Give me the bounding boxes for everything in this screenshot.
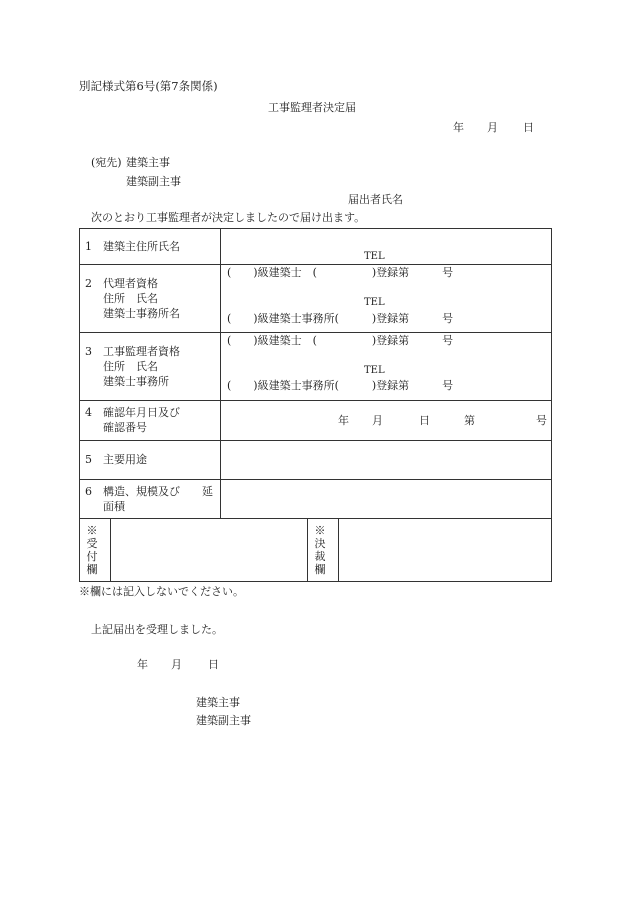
- official-line1: 建築主事: [196, 696, 240, 709]
- form-number: 別記様式第6号(第7条関係): [79, 79, 218, 93]
- addressee-line2: 建築副主事: [126, 175, 181, 188]
- accepted-text: 上記届出を受理しました。: [91, 623, 223, 636]
- supervisor-label-office: 建築士事務所: [103, 375, 169, 388]
- date-header-month: 月: [487, 121, 498, 134]
- confirmation-label-number: 確認番号: [103, 421, 147, 434]
- supervisor-tel-label: TEL: [364, 365, 385, 376]
- structure-label-1: 6 構造、規模及び 延: [85, 485, 213, 498]
- owner-label: 1 建築主住所氏名: [85, 240, 180, 253]
- confirmation-go: 号: [536, 414, 547, 427]
- structure-label-2: 面積: [103, 500, 125, 513]
- date-header-day: 日: [523, 121, 534, 134]
- official-line2: 建築副主事: [196, 714, 251, 727]
- agent-label-office: 建築士事務所名: [103, 307, 180, 320]
- applicant-name-label: 届出者氏名: [348, 193, 403, 206]
- agent-tel-label: TEL: [364, 297, 385, 308]
- supervisor-architect-line: ( )級建築士 ( )登録第 号: [227, 334, 454, 347]
- supervisor-label-qualification: 3 工事監理者資格: [85, 345, 180, 358]
- confirmation-day: 日: [419, 414, 430, 427]
- date-footer-day: 日: [208, 658, 219, 671]
- reception-column-label: ※受付欄: [86, 524, 98, 576]
- date-footer-year: 年: [137, 658, 148, 671]
- decision-column-label: ※決裁欄: [314, 524, 326, 576]
- owner-tel-label: TEL: [364, 251, 385, 262]
- agent-label-address-name: 住所 氏名: [103, 292, 158, 305]
- confirmation-month: 月: [372, 414, 383, 427]
- confirmation-label-date: 4 確認年月日及び: [85, 406, 180, 419]
- agent-label-qualification: 2 代理者資格: [85, 277, 158, 290]
- form-title: 工事監理者決定届: [268, 101, 356, 114]
- date-header-year: 年: [453, 121, 464, 134]
- footnote: ※欄には記入しないでください。: [79, 585, 244, 598]
- intro-text: 次のとおり工事監理者が決定しましたので届け出ます。: [91, 211, 366, 224]
- supervisor-office-line: ( )級建築士事務所( )登録第 号: [227, 379, 454, 392]
- addressee-line1: 建築主事: [126, 156, 170, 169]
- agent-office-line: ( )級建築士事務所( )登録第 号: [227, 312, 454, 325]
- confirmation-dai: 第: [464, 414, 475, 427]
- date-footer-month: 月: [171, 658, 182, 671]
- agent-architect-line: ( )級建築士 ( )登録第 号: [227, 266, 454, 279]
- supervisor-label-address-name: 住所 氏名: [103, 360, 158, 373]
- main-use-label: 5 主要用途: [85, 453, 147, 466]
- addressee-prefix: (宛先): [91, 156, 122, 169]
- confirmation-year: 年: [338, 414, 349, 427]
